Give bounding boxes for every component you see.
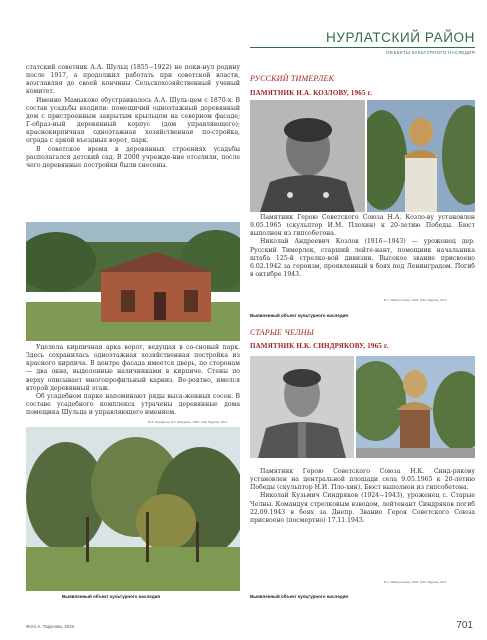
- footer-photo-credit: Фото А. Тарунова, 2015: [26, 624, 74, 629]
- paragraph: В советское время в деревянных строениях усадьбы располагался детский сад. В 2000 учрежде-ние отселили, после чего деревянные постройки были снесены.: [26, 145, 240, 169]
- heritage-label-left: Выявленный объект культурного наследия: [62, 594, 160, 599]
- photo-kozlov-monument: [367, 100, 475, 212]
- credit-left: И.Х. Халидулин, Л.Г. Бабурина, 1996; А.М. Тарунов, 2015: [148, 420, 228, 424]
- section-title-starye-chelny: СТАРЫЕ ЧЕЛНЫ: [250, 328, 314, 337]
- paragraph: Николай Кузьмич Синдряков (1924−1943), уроженец с. Старые Челны. Командуя стрелковым взводом, лейтенант Синдряков погиб 22.09.1943 в боях за Днепр. Звание Героя Советского Союза присвоено (посмертно) 17.11.1943.: [250, 492, 475, 524]
- paragraph: Имение Мамыково обустраивалось А.А. Шуль-цем с 1870-х. В состав усадьбы входили: помещичий одноэтажный деревянный дом с пристроенным закрытым крыльцом на северном фасаде; Г-образ-ный деревянный корпус (дом управляющего); краснокирпичная одноэтажная хозяйственная по-стройка, ограда с аркой въездных ворот, парк.: [26, 96, 240, 145]
- section-subtitle-sindryakov: ПАМЯТНИК Н.К. СИНДРЯКОВУ, 1965 г.: [250, 342, 389, 350]
- paragraph: Памятник Герою Советского Союза Н.К. Синд-рякову установлен на центральной площади села 9.05.1965 к 20-летию Победы (скульптор Н.И. Пло-хин). Бюст выполнен из гипсобетона.: [250, 468, 475, 492]
- paragraph: Николай Андреевич Козлов (1916−1943) — уроженец дер. Русский Тимерлек, старший лейте-нант, помощник начальника штаба 125-й стрелко-вой дивизии. Высокое звание присвоено 6.02.1942 за героизм, проявленный в боях под Ленинградом. Погиб в октябре 1943.: [250, 238, 475, 279]
- photo-sindryakov-monument: [356, 356, 475, 458]
- credit-right-2: К.С. Шамгуселова, 1995; А.М. Тарунов, 2015: [384, 580, 447, 584]
- section-subtitle-kozlov: ПАМЯТНИК Н.А. КОЗЛОВУ, 1965 г.: [250, 89, 373, 97]
- header-subtitle: ОБЪЕКТЫ КУЛЬТУРНОГО НАСЛЕДИЯ: [386, 50, 475, 55]
- photo-brick-building: [26, 222, 240, 341]
- page-number: 701: [456, 620, 473, 631]
- header-rule: [250, 47, 475, 48]
- credit-right-1: К.С. Шамгуселова, 1995; А.М. Тарунов, 2015: [384, 298, 447, 302]
- photo-sindryakov-portrait: [250, 356, 354, 458]
- section2-text: [250, 468, 475, 525]
- paragraph: Памятник Герою Советского Союза Н.А. Козло-ву установлен 9.05.1965 (скульптор И.М. Плохин) к 20-летию Победы. Бюст выполнен из гипсобетона.: [250, 214, 475, 238]
- section-title-russky-timerlek: РУССКИЙ ТИМЕРЛЕК: [250, 74, 335, 83]
- left-column-mid-text: [26, 344, 240, 417]
- heritage-label-right-2: Выявленный объект культурного наследия: [250, 594, 348, 599]
- paragraph: Об усадебном парке напоминают ряды высa-женных сосен. В составе усадебного комплекса утрачены деревянные дома помещика Шульца и управляющего имением.: [26, 392, 240, 417]
- photo-kozlov-portrait: [250, 100, 365, 212]
- paragraph: статский советник А.А. Шульц (1855−1922) не поки-нул родину после 1917, а продолжил работать при советской власти, возглавляя до своей кончины Сельскохозяйственный ученый комитет.: [26, 64, 240, 96]
- header-title: НУРЛАТСКИЙ РАЙОН: [325, 30, 475, 45]
- heritage-label-right-1: Выявленный объект культурного наследия: [250, 313, 348, 318]
- section1-text: [250, 214, 475, 279]
- photo-park: [26, 427, 240, 591]
- left-column-top-text: [26, 64, 240, 170]
- paragraph: Уцелела кирпичная арка ворот, ведущая в со-сновый парк. Здесь сохранилась одноэтажная хозяйственная постройка из красного кирпича. В центре фасада имеется дверь, по сторонам — два окна, выделенные наличниками в кирпиче. Стены по верху описывает многопрофильный карниз. Ве-роятно, имелся второй деревянный этаж.: [26, 344, 240, 392]
